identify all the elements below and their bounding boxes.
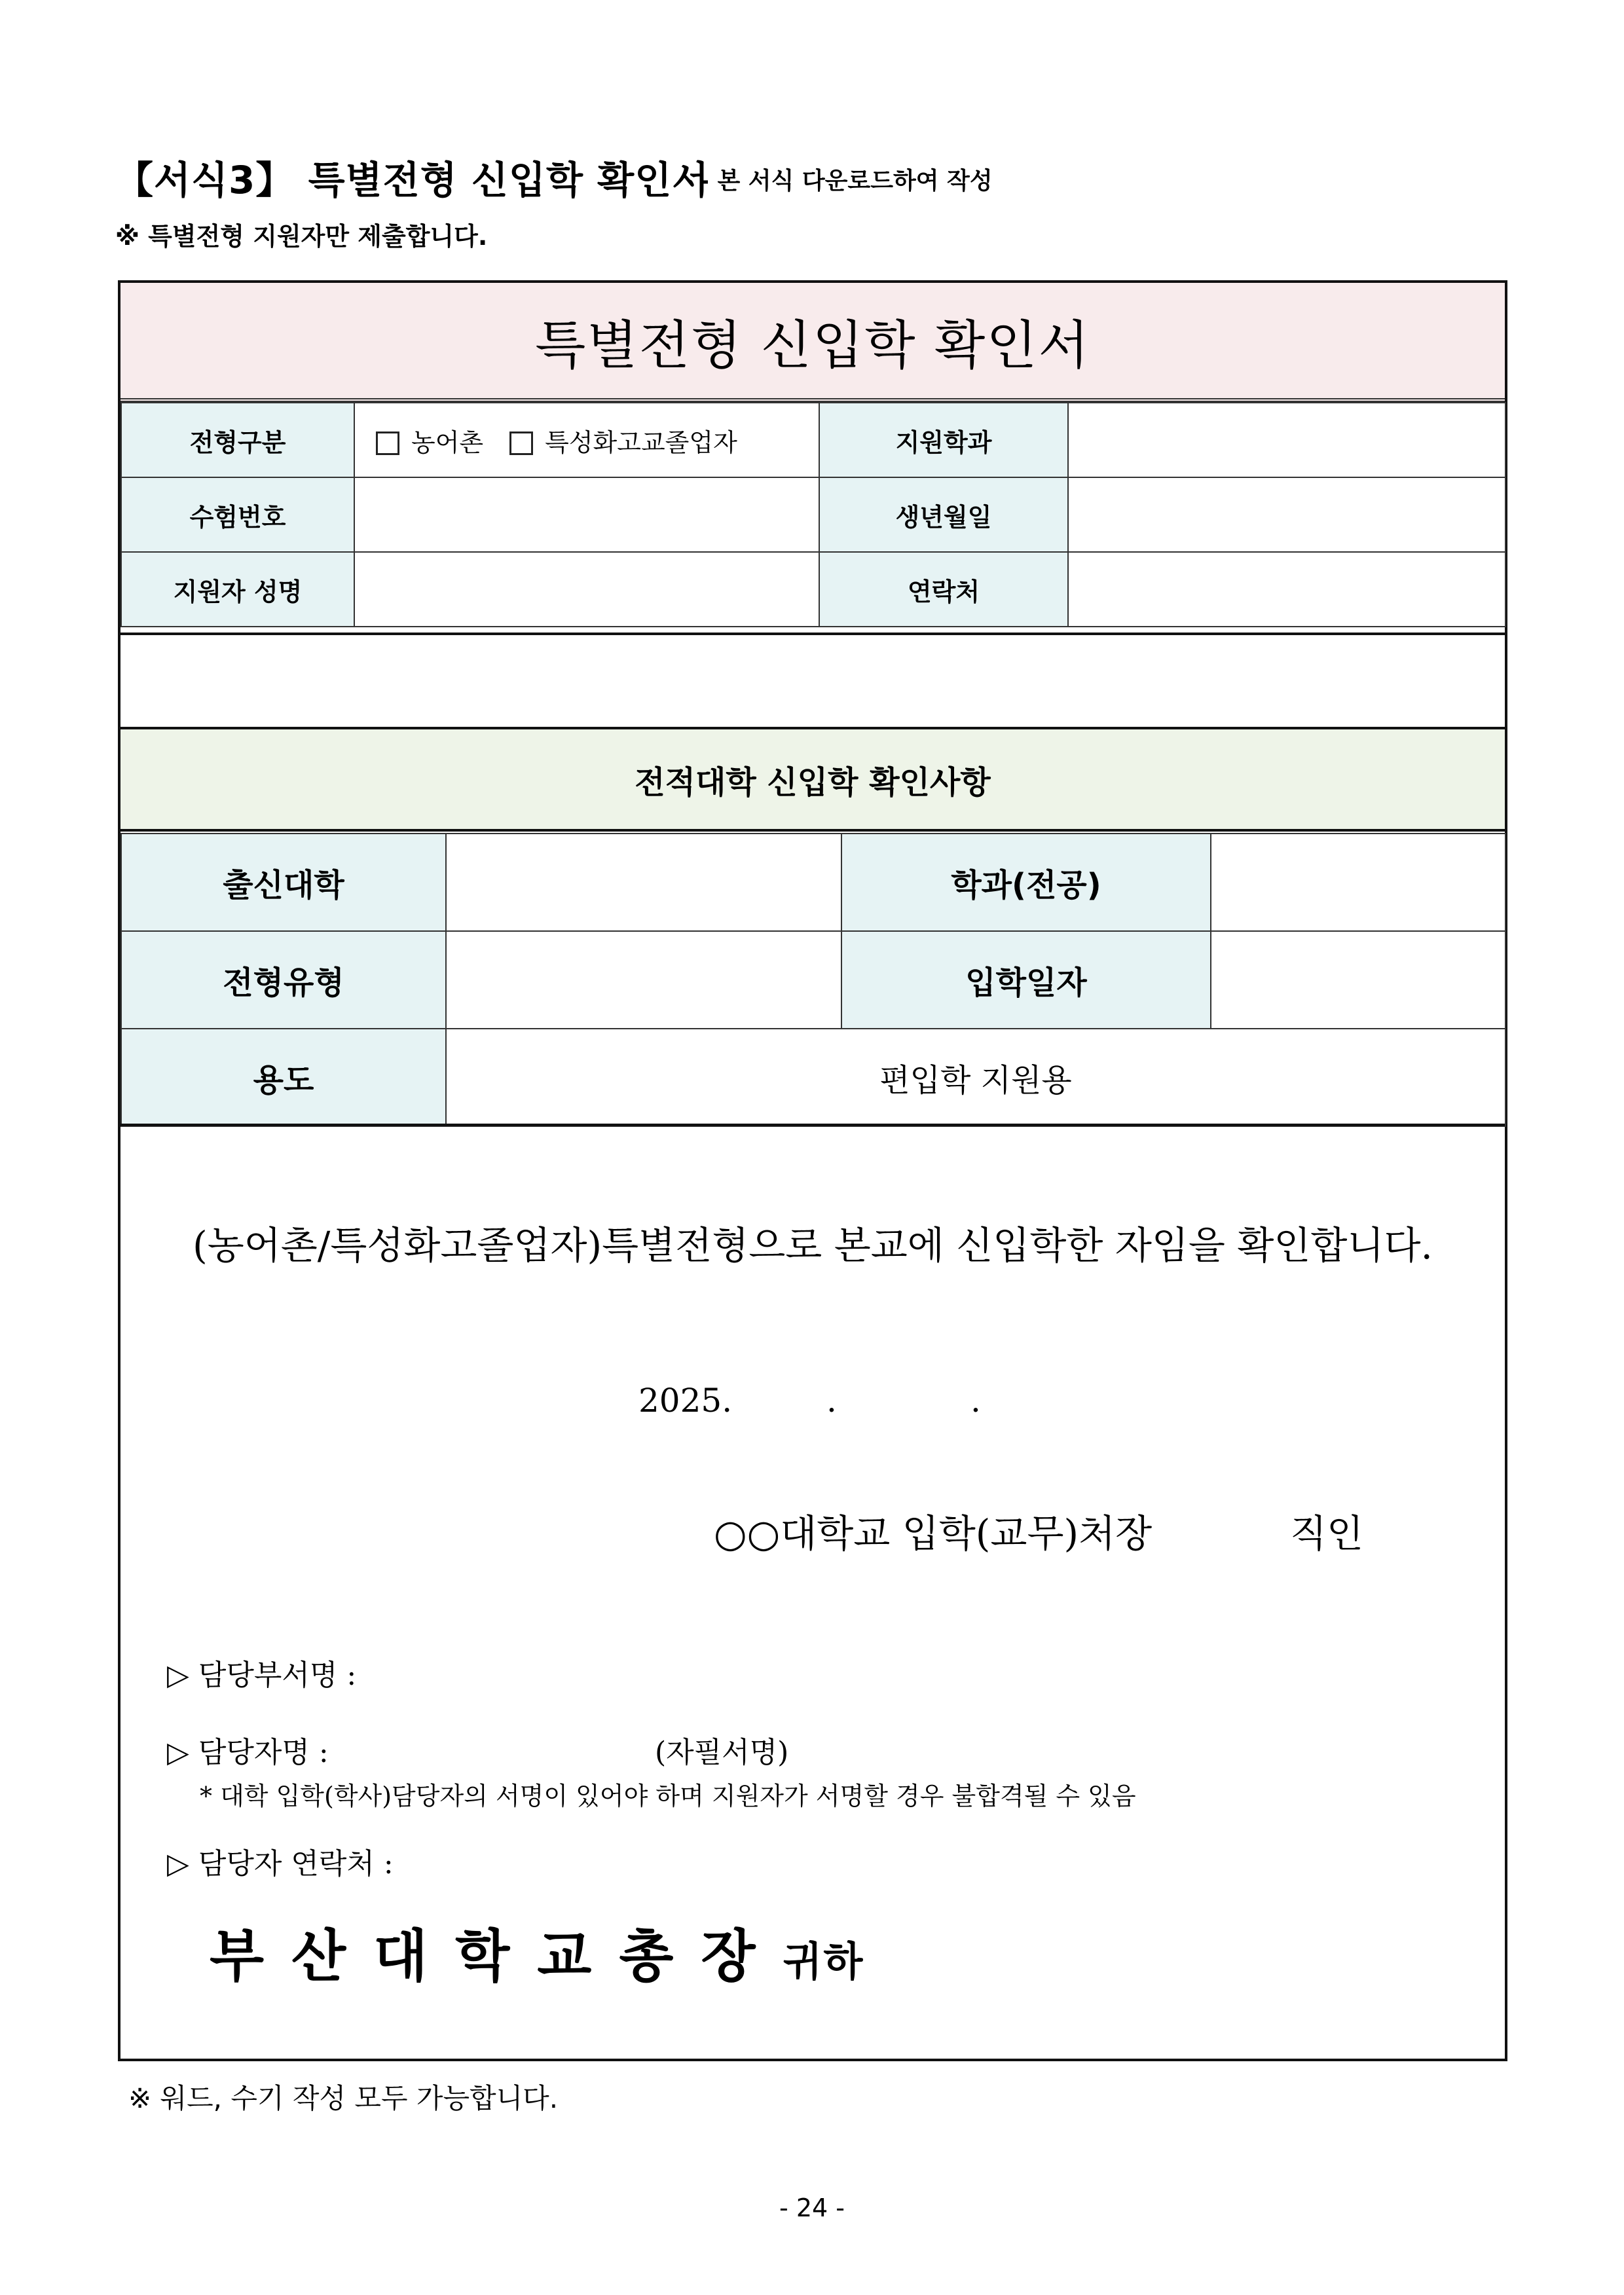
- official-seal-label: 직인: [1290, 1511, 1364, 1556]
- addressee: [210, 1911, 864, 1992]
- section-header: [120, 727, 1505, 832]
- section-title: 전적대학 신입학 확인사항: [635, 763, 991, 801]
- page-number: - 24 -: [779, 2194, 845, 2222]
- confirmation-statement: (농어촌/특성화고졸업자)특별전형으로 본교에 신입학한 자임을 확인합니다.: [193, 1223, 1433, 1268]
- officer-name-line: ▷ 담당자명 :: [167, 1736, 329, 1769]
- handwritten-signature-label: (자필서명): [655, 1736, 789, 1769]
- table-row: [121, 1029, 1505, 1126]
- exam-number-field[interactable]: [354, 477, 819, 552]
- vocational-checkbox[interactable]: [509, 431, 533, 455]
- major-field[interactable]: [1211, 834, 1505, 931]
- admission-date-field[interactable]: [1211, 931, 1505, 1029]
- table-row: [121, 552, 1505, 627]
- form-title-banner: [120, 283, 1505, 402]
- form-number-title: 【서식3】 특별전형 신입학 확인서: [115, 158, 710, 202]
- applicant-name-label: 지원자 성명: [121, 552, 354, 627]
- table-row: [121, 931, 1505, 1029]
- footnote: ※ 워드, 수기 작성 모두 가능합니다.: [128, 2082, 559, 2114]
- origin-university-label: 출신대학: [121, 834, 446, 931]
- purpose-value: 편입학 지원용: [446, 1029, 1505, 1126]
- birthdate-label: 생년월일: [819, 477, 1068, 552]
- purpose-label: 용도: [121, 1029, 446, 1126]
- applicant-name-field[interactable]: [354, 552, 819, 627]
- issue-date-day-sep: .: [970, 1382, 981, 1420]
- origin-university-field[interactable]: [446, 834, 841, 931]
- rural-checkbox[interactable]: [376, 431, 399, 455]
- signature-caution: * 대학 입학(학사)담당자의 서명이 있어야 하며 지원자가 서명할 경우 불합격될 수 있음: [200, 1782, 1136, 1810]
- table-row: [121, 834, 1505, 931]
- admission-category-label: 전형유형: [121, 931, 446, 1029]
- table-row: [121, 403, 1505, 477]
- previous-university-table: [120, 833, 1506, 1127]
- issue-date-month-sep: .: [826, 1382, 837, 1420]
- issuer-title: ○○대학교 입학(교무)처장: [714, 1511, 1153, 1556]
- officer-contact-line: ▷ 담당자 연락처 :: [167, 1847, 394, 1881]
- exam-number-label: 수험번호: [121, 477, 354, 552]
- applicant-info-table: [120, 402, 1506, 627]
- contact-field[interactable]: [1068, 552, 1505, 627]
- applied-dept-label: 지원학과: [819, 403, 1068, 477]
- table-row: [121, 477, 1505, 552]
- addressee-honorific: 귀하: [783, 1937, 864, 1985]
- divider: [120, 1124, 1505, 1126]
- contact-label: 연락처: [819, 552, 1068, 627]
- issue-date-year: 2025.: [638, 1382, 733, 1420]
- admission-date-label: 입학일자: [841, 931, 1211, 1029]
- rural-option-label: 농어촌: [411, 428, 484, 457]
- vocational-option-label: 특성화고교졸업자: [545, 428, 737, 457]
- birthdate-field[interactable]: [1068, 477, 1505, 552]
- addressee-name: 부산대학교총장: [210, 1923, 783, 1989]
- divider: [120, 633, 1505, 635]
- major-label: 학과(전공): [841, 834, 1211, 931]
- admission-category-field[interactable]: [446, 931, 841, 1029]
- department-signature-line: ▷ 담당부서명 :: [167, 1659, 357, 1692]
- admission-type-options: [354, 403, 819, 477]
- applied-dept-field[interactable]: [1068, 403, 1505, 477]
- form-title: 특별전형 신입학 확인서: [535, 314, 1090, 376]
- admission-type-label: 전형구분: [121, 403, 354, 477]
- submission-note: ※ 특별전형 지원자만 제출합니다.: [115, 222, 488, 251]
- download-instruction: - 본 서식 다운로드하여 작성: [699, 168, 993, 194]
